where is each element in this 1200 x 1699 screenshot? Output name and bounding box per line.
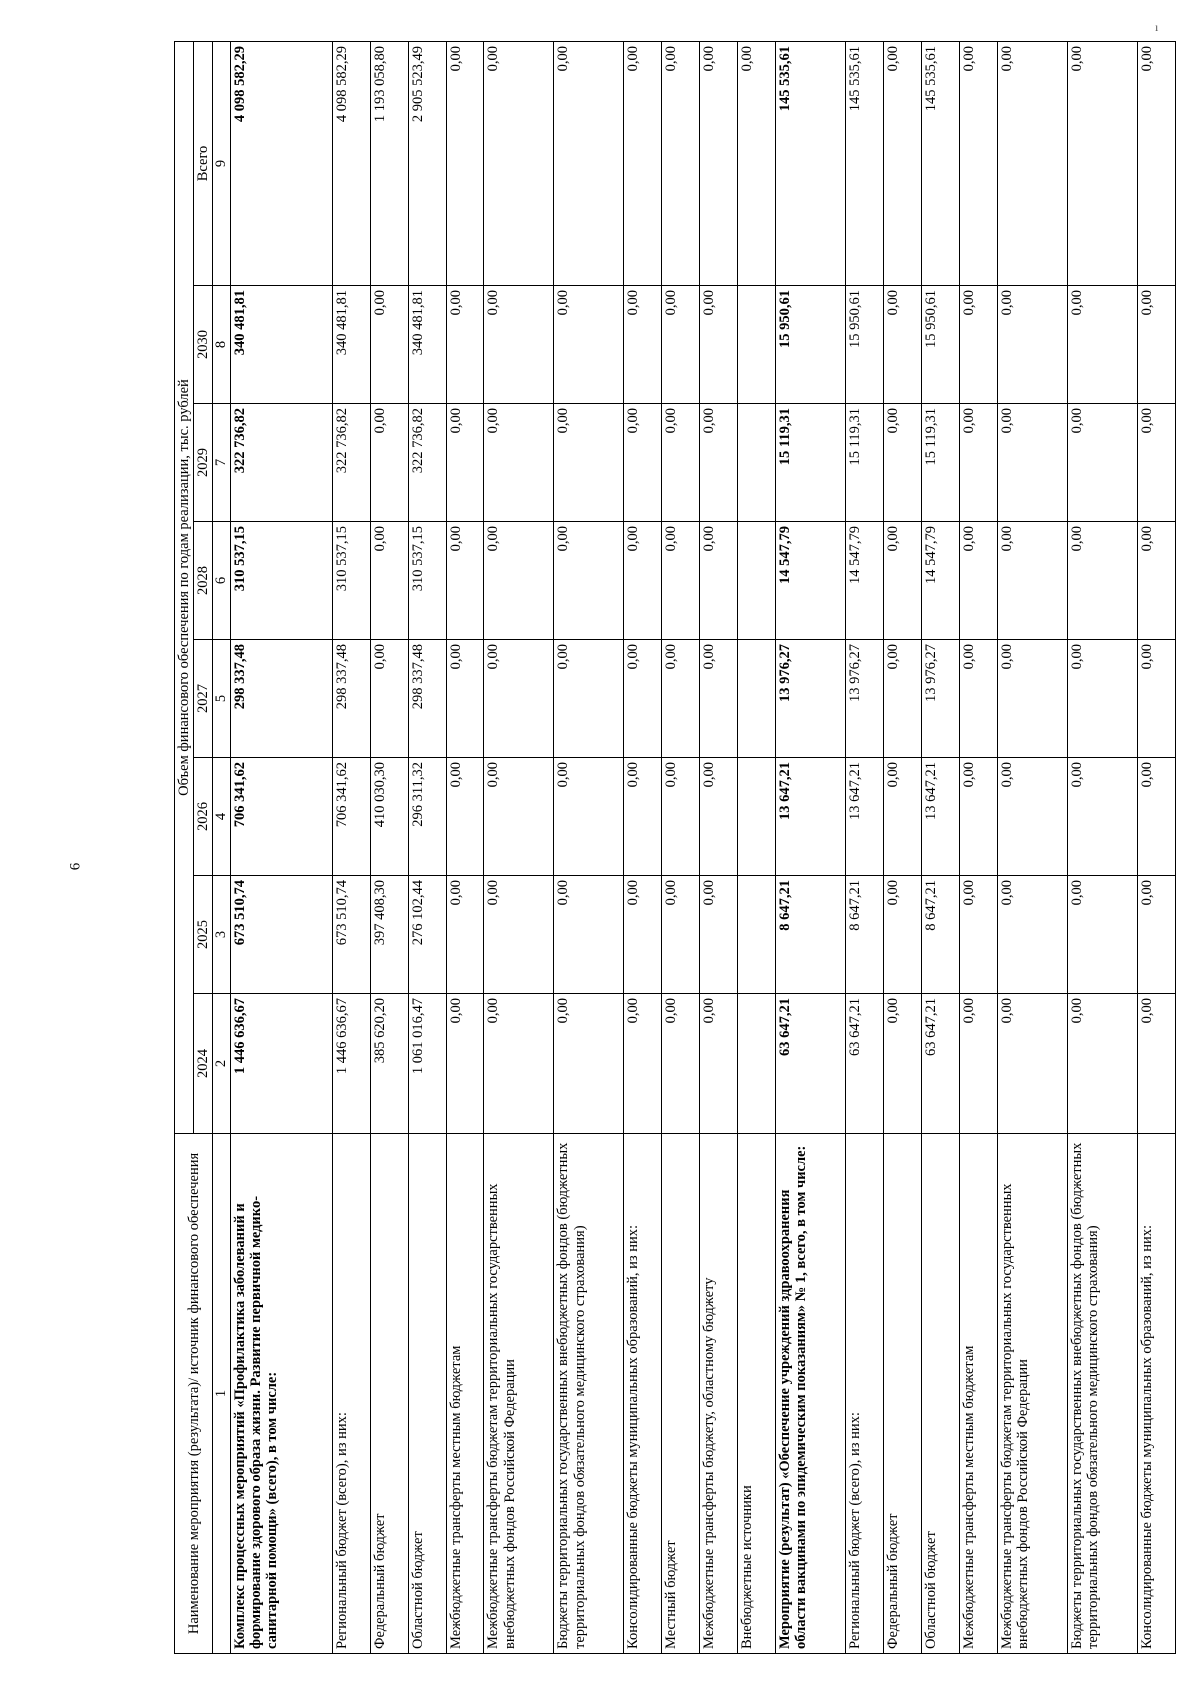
row-value: 0,00 bbox=[370, 640, 408, 758]
row-value: 0,00 bbox=[624, 404, 662, 522]
row-value: 8 647,21 bbox=[846, 876, 884, 994]
row-name: Областной бюджет bbox=[921, 1134, 959, 1654]
row-value: 0,00 bbox=[662, 640, 700, 758]
row-value: 310 537,15 bbox=[230, 522, 332, 640]
row-value: 0,00 bbox=[484, 522, 554, 640]
row-value: 4 098 582,29 bbox=[332, 41, 370, 285]
row-name: Межбюджетные трансферты местным бюджетам bbox=[959, 1134, 997, 1654]
table-row bbox=[446, 41, 484, 1653]
row-value: 0,00 bbox=[484, 640, 554, 758]
row-value: 0,00 bbox=[884, 994, 922, 1134]
table-row bbox=[884, 41, 922, 1653]
row-value: 0,00 bbox=[1137, 404, 1175, 522]
table-row bbox=[846, 41, 884, 1653]
row-value: 0,00 bbox=[554, 994, 624, 1134]
row-value: 13 976,27 bbox=[776, 640, 846, 758]
row-value: 1 446 636,67 bbox=[332, 994, 370, 1134]
row-value: 0,00 bbox=[959, 286, 997, 404]
header-year: 2030 bbox=[194, 286, 213, 404]
row-value: 0,00 bbox=[554, 286, 624, 404]
table-row bbox=[1137, 41, 1175, 1653]
row-value: 15 119,31 bbox=[921, 404, 959, 522]
row-value: 0,00 bbox=[1067, 876, 1137, 994]
row-value: 0,00 bbox=[554, 404, 624, 522]
header-year: 2027 bbox=[194, 640, 213, 758]
row-value: 0,00 bbox=[554, 640, 624, 758]
row-value: 0,00 bbox=[1067, 404, 1137, 522]
header-year: 2025 bbox=[194, 876, 213, 994]
row-value: 0,00 bbox=[884, 522, 922, 640]
row-value: 0,00 bbox=[624, 41, 662, 285]
row-value: 276 102,44 bbox=[408, 876, 446, 994]
row-value: 0,00 bbox=[446, 640, 484, 758]
row-value: 0,00 bbox=[700, 994, 738, 1134]
row-value: 63 647,21 bbox=[846, 994, 884, 1134]
row-value bbox=[738, 286, 776, 404]
header-year: Всего bbox=[194, 41, 213, 285]
row-name: Консолидированные бюджеты муниципальных образований, из них: bbox=[1137, 1134, 1175, 1654]
row-value: 385 620,20 bbox=[370, 994, 408, 1134]
header-column-number: 5 bbox=[213, 640, 230, 758]
header-year: 2026 bbox=[194, 758, 213, 876]
row-value bbox=[738, 994, 776, 1134]
row-value: 0,00 bbox=[700, 286, 738, 404]
row-value: 0,00 bbox=[446, 758, 484, 876]
row-value bbox=[738, 640, 776, 758]
row-value: 410 030,30 bbox=[370, 758, 408, 876]
row-value: 0,00 bbox=[446, 41, 484, 285]
header-column-number: 6 bbox=[213, 522, 230, 640]
row-value: 0,00 bbox=[446, 522, 484, 640]
row-value: 0,00 bbox=[700, 640, 738, 758]
row-value: 0,00 bbox=[624, 758, 662, 876]
row-value: 0,00 bbox=[884, 758, 922, 876]
row-value: 0,00 bbox=[997, 404, 1067, 522]
row-value: 0,00 bbox=[484, 41, 554, 285]
row-value: 0,00 bbox=[624, 522, 662, 640]
table-row bbox=[624, 41, 662, 1653]
row-value: 0,00 bbox=[446, 994, 484, 1134]
row-value: 0,00 bbox=[700, 41, 738, 285]
financing-table bbox=[174, 41, 1176, 1654]
row-value: 0,00 bbox=[370, 404, 408, 522]
row-name: Межбюджетные трансферты местным бюджетам bbox=[446, 1134, 484, 1654]
row-value: 0,00 bbox=[624, 994, 662, 1134]
row-value: 0,00 bbox=[1067, 41, 1137, 285]
row-value: 1 061 016,47 bbox=[408, 994, 446, 1134]
row-value bbox=[738, 876, 776, 994]
table-row bbox=[408, 41, 446, 1653]
row-value: 322 736,82 bbox=[408, 404, 446, 522]
row-value: 0,00 bbox=[997, 522, 1067, 640]
row-name: Консолидированные бюджеты муниципальных образований, из них: bbox=[624, 1134, 662, 1654]
row-value: 13 647,21 bbox=[921, 758, 959, 876]
row-value: 340 481,81 bbox=[332, 286, 370, 404]
row-value: 298 337,48 bbox=[230, 640, 332, 758]
row-value: 13 647,21 bbox=[846, 758, 884, 876]
row-value: 340 481,81 bbox=[408, 286, 446, 404]
row-value: 0,00 bbox=[446, 286, 484, 404]
row-value bbox=[738, 522, 776, 640]
row-value: 0,00 bbox=[997, 994, 1067, 1134]
row-value: 14 547,79 bbox=[846, 522, 884, 640]
table-row bbox=[1067, 41, 1137, 1653]
row-value: 298 337,48 bbox=[408, 640, 446, 758]
header-group: Объем финансового обеспечения по годам реализации, тыс. рублей bbox=[175, 41, 194, 1133]
header-column-number: 2 bbox=[213, 994, 230, 1134]
row-value: 0,00 bbox=[997, 640, 1067, 758]
row-value: 0,00 bbox=[484, 286, 554, 404]
header-column-number: 7 bbox=[213, 404, 230, 522]
row-value: 0,00 bbox=[662, 876, 700, 994]
header-year: 2028 bbox=[194, 522, 213, 640]
row-value: 0,00 bbox=[662, 994, 700, 1134]
row-value: 0,00 bbox=[1137, 522, 1175, 640]
row-name: Мероприятие (результат) «Обеспечение учреждений здравоохранения области вакцинами по эпидемическим показаниям» № 1, всего, в том числе: bbox=[776, 1134, 846, 1654]
row-value: 63 647,21 bbox=[776, 994, 846, 1134]
row-value: 0,00 bbox=[959, 522, 997, 640]
table-row bbox=[662, 41, 700, 1653]
row-value: 145 535,61 bbox=[776, 41, 846, 285]
row-value: 0,00 bbox=[959, 758, 997, 876]
row-value: 0,00 bbox=[662, 522, 700, 640]
table-row bbox=[738, 41, 776, 1653]
row-value: 0,00 bbox=[662, 758, 700, 876]
row-value: 15 119,31 bbox=[776, 404, 846, 522]
row-value: 0,00 bbox=[370, 286, 408, 404]
row-value: 0,00 bbox=[554, 758, 624, 876]
row-name: Бюджеты территориальных государственных внебюджетных фондов (бюджетных территориальных фондов обязательного медицинского страхования) bbox=[1067, 1134, 1137, 1654]
row-value: 0,00 bbox=[997, 758, 1067, 876]
row-value: 0,00 bbox=[997, 41, 1067, 285]
header-column-number: 1 bbox=[213, 1134, 230, 1654]
row-value: 0,00 bbox=[1137, 286, 1175, 404]
header-year: 2029 bbox=[194, 404, 213, 522]
corner-mark: ı bbox=[1155, 20, 1159, 34]
table-row bbox=[959, 41, 997, 1653]
row-name: Межбюджетные трансферты бюджету, областному бюджету bbox=[700, 1134, 738, 1654]
row-value: 1 446 636,67 bbox=[230, 994, 332, 1134]
row-value: 0,00 bbox=[484, 404, 554, 522]
row-value: 145 535,61 bbox=[846, 41, 884, 285]
row-value: 673 510,74 bbox=[332, 876, 370, 994]
row-value: 0,00 bbox=[1067, 994, 1137, 1134]
row-value: 706 341,62 bbox=[332, 758, 370, 876]
row-value: 0,00 bbox=[700, 876, 738, 994]
row-value: 13 976,27 bbox=[846, 640, 884, 758]
table-row bbox=[921, 41, 959, 1653]
row-value bbox=[738, 758, 776, 876]
table-row bbox=[776, 41, 846, 1653]
row-name: Федеральный бюджет bbox=[370, 1134, 408, 1654]
row-value: 0,00 bbox=[700, 522, 738, 640]
row-name: Межбюджетные трансферты бюджетам территориальных государственных внебюджетных фондов Российской Федерации bbox=[484, 1134, 554, 1654]
table-row bbox=[997, 41, 1067, 1653]
row-value: 0,00 bbox=[959, 994, 997, 1134]
row-value: 0,00 bbox=[997, 876, 1067, 994]
table-row bbox=[700, 41, 738, 1653]
row-value: 15 119,31 bbox=[846, 404, 884, 522]
row-value: 14 547,79 bbox=[921, 522, 959, 640]
row-value: 0,00 bbox=[1137, 640, 1175, 758]
row-value: 706 341,62 bbox=[230, 758, 332, 876]
row-value: 0,00 bbox=[1137, 758, 1175, 876]
row-value: 0,00 bbox=[446, 404, 484, 522]
row-value: 322 736,82 bbox=[332, 404, 370, 522]
row-name: Комплекс процессных мероприятий «Профилактика заболеваний и формирование здорового образа жизни. Развитие первичной медико-санитарной помощи» (всего), в том числе: bbox=[230, 1134, 332, 1654]
table-row bbox=[370, 41, 408, 1653]
row-value: 0,00 bbox=[624, 286, 662, 404]
table-row bbox=[332, 41, 370, 1653]
row-value: 0,00 bbox=[1067, 286, 1137, 404]
header-year: 2024 bbox=[194, 994, 213, 1134]
row-value: 397 408,30 bbox=[370, 876, 408, 994]
row-value: 0,00 bbox=[959, 876, 997, 994]
row-value: 0,00 bbox=[959, 41, 997, 285]
row-value: 8 647,21 bbox=[921, 876, 959, 994]
row-value: 0,00 bbox=[1067, 522, 1137, 640]
row-value: 0,00 bbox=[997, 286, 1067, 404]
row-value: 0,00 bbox=[554, 876, 624, 994]
rotated-table-wrapper bbox=[174, 42, 1176, 1654]
header-column-number: 9 bbox=[213, 41, 230, 285]
row-name: Межбюджетные трансферты бюджетам территориальных государственных внебюджетных фондов Российской Федерации bbox=[997, 1134, 1067, 1654]
table-body bbox=[230, 41, 1175, 1653]
row-name: Внебюджетные источники bbox=[738, 1134, 776, 1654]
row-value: 0,00 bbox=[484, 994, 554, 1134]
header-numbers-row bbox=[213, 41, 230, 1653]
row-value: 340 481,81 bbox=[230, 286, 332, 404]
row-value: 13 647,21 bbox=[776, 758, 846, 876]
row-value: 0,00 bbox=[446, 876, 484, 994]
row-value: 0,00 bbox=[1137, 876, 1175, 994]
row-value: 0,00 bbox=[884, 286, 922, 404]
header-name-column: Наименование мероприятия (результата)/ источник финансового обеспечения bbox=[175, 1134, 213, 1654]
row-value: 0,00 bbox=[959, 404, 997, 522]
row-value: 0,00 bbox=[662, 404, 700, 522]
page-number: 6 bbox=[67, 862, 84, 871]
row-value: 0,00 bbox=[554, 41, 624, 285]
row-value: 0,00 bbox=[959, 640, 997, 758]
row-value: 0,00 bbox=[484, 758, 554, 876]
row-value: 0,00 bbox=[484, 876, 554, 994]
row-value: 0,00 bbox=[700, 404, 738, 522]
row-value: 0,00 bbox=[662, 41, 700, 285]
row-value: 8 647,21 bbox=[776, 876, 846, 994]
table-row bbox=[554, 41, 624, 1653]
row-value: 0,00 bbox=[554, 522, 624, 640]
table-row bbox=[484, 41, 554, 1653]
row-name: Федеральный бюджет bbox=[884, 1134, 922, 1654]
row-value: 0,00 bbox=[1137, 994, 1175, 1134]
table-row bbox=[230, 41, 332, 1653]
row-value: 145 535,61 bbox=[921, 41, 959, 285]
row-value: 2 905 523,49 bbox=[408, 41, 446, 285]
row-value: 310 537,15 bbox=[408, 522, 446, 640]
row-value: 0,00 bbox=[662, 286, 700, 404]
row-value: 310 537,15 bbox=[332, 522, 370, 640]
row-value: 0,00 bbox=[884, 876, 922, 994]
row-value: 0,00 bbox=[884, 41, 922, 285]
row-value: 63 647,21 bbox=[921, 994, 959, 1134]
row-value: 13 976,27 bbox=[921, 640, 959, 758]
row-value: 15 950,61 bbox=[846, 286, 884, 404]
row-value: 4 098 582,29 bbox=[230, 41, 332, 285]
row-value: 0,00 bbox=[884, 640, 922, 758]
row-value: 15 950,61 bbox=[776, 286, 846, 404]
row-value: 0,00 bbox=[1137, 41, 1175, 285]
header-column-number: 8 bbox=[213, 286, 230, 404]
row-value: 322 736,82 bbox=[230, 404, 332, 522]
row-value: 0,00 bbox=[700, 758, 738, 876]
row-value: 1 193 058,80 bbox=[370, 41, 408, 285]
row-value: 673 510,74 bbox=[230, 876, 332, 994]
row-name: Бюджеты территориальных государственных внебюджетных фондов (бюджетных территориальных фондов обязательного медицинского страхования) bbox=[554, 1134, 624, 1654]
row-value: 296 311,32 bbox=[408, 758, 446, 876]
row-name: Областной бюджет bbox=[408, 1134, 446, 1654]
row-name: Региональный бюджет (всего), из них: bbox=[846, 1134, 884, 1654]
header-column-number: 3 bbox=[213, 876, 230, 994]
row-value: 0,00 bbox=[624, 876, 662, 994]
row-value: 0,00 bbox=[1067, 640, 1137, 758]
row-name: Местный бюджет bbox=[662, 1134, 700, 1654]
header-column-number: 4 bbox=[213, 758, 230, 876]
row-value: 15 950,61 bbox=[921, 286, 959, 404]
row-value: 298 337,48 bbox=[332, 640, 370, 758]
row-value: 0,00 bbox=[624, 640, 662, 758]
row-value bbox=[738, 404, 776, 522]
row-name: Региональный бюджет (всего), из них: bbox=[332, 1134, 370, 1654]
row-value: 14 547,79 bbox=[776, 522, 846, 640]
row-value: 0,00 bbox=[738, 41, 776, 285]
row-value: 0,00 bbox=[884, 404, 922, 522]
row-value: 0,00 bbox=[370, 522, 408, 640]
row-value: 0,00 bbox=[1067, 758, 1137, 876]
